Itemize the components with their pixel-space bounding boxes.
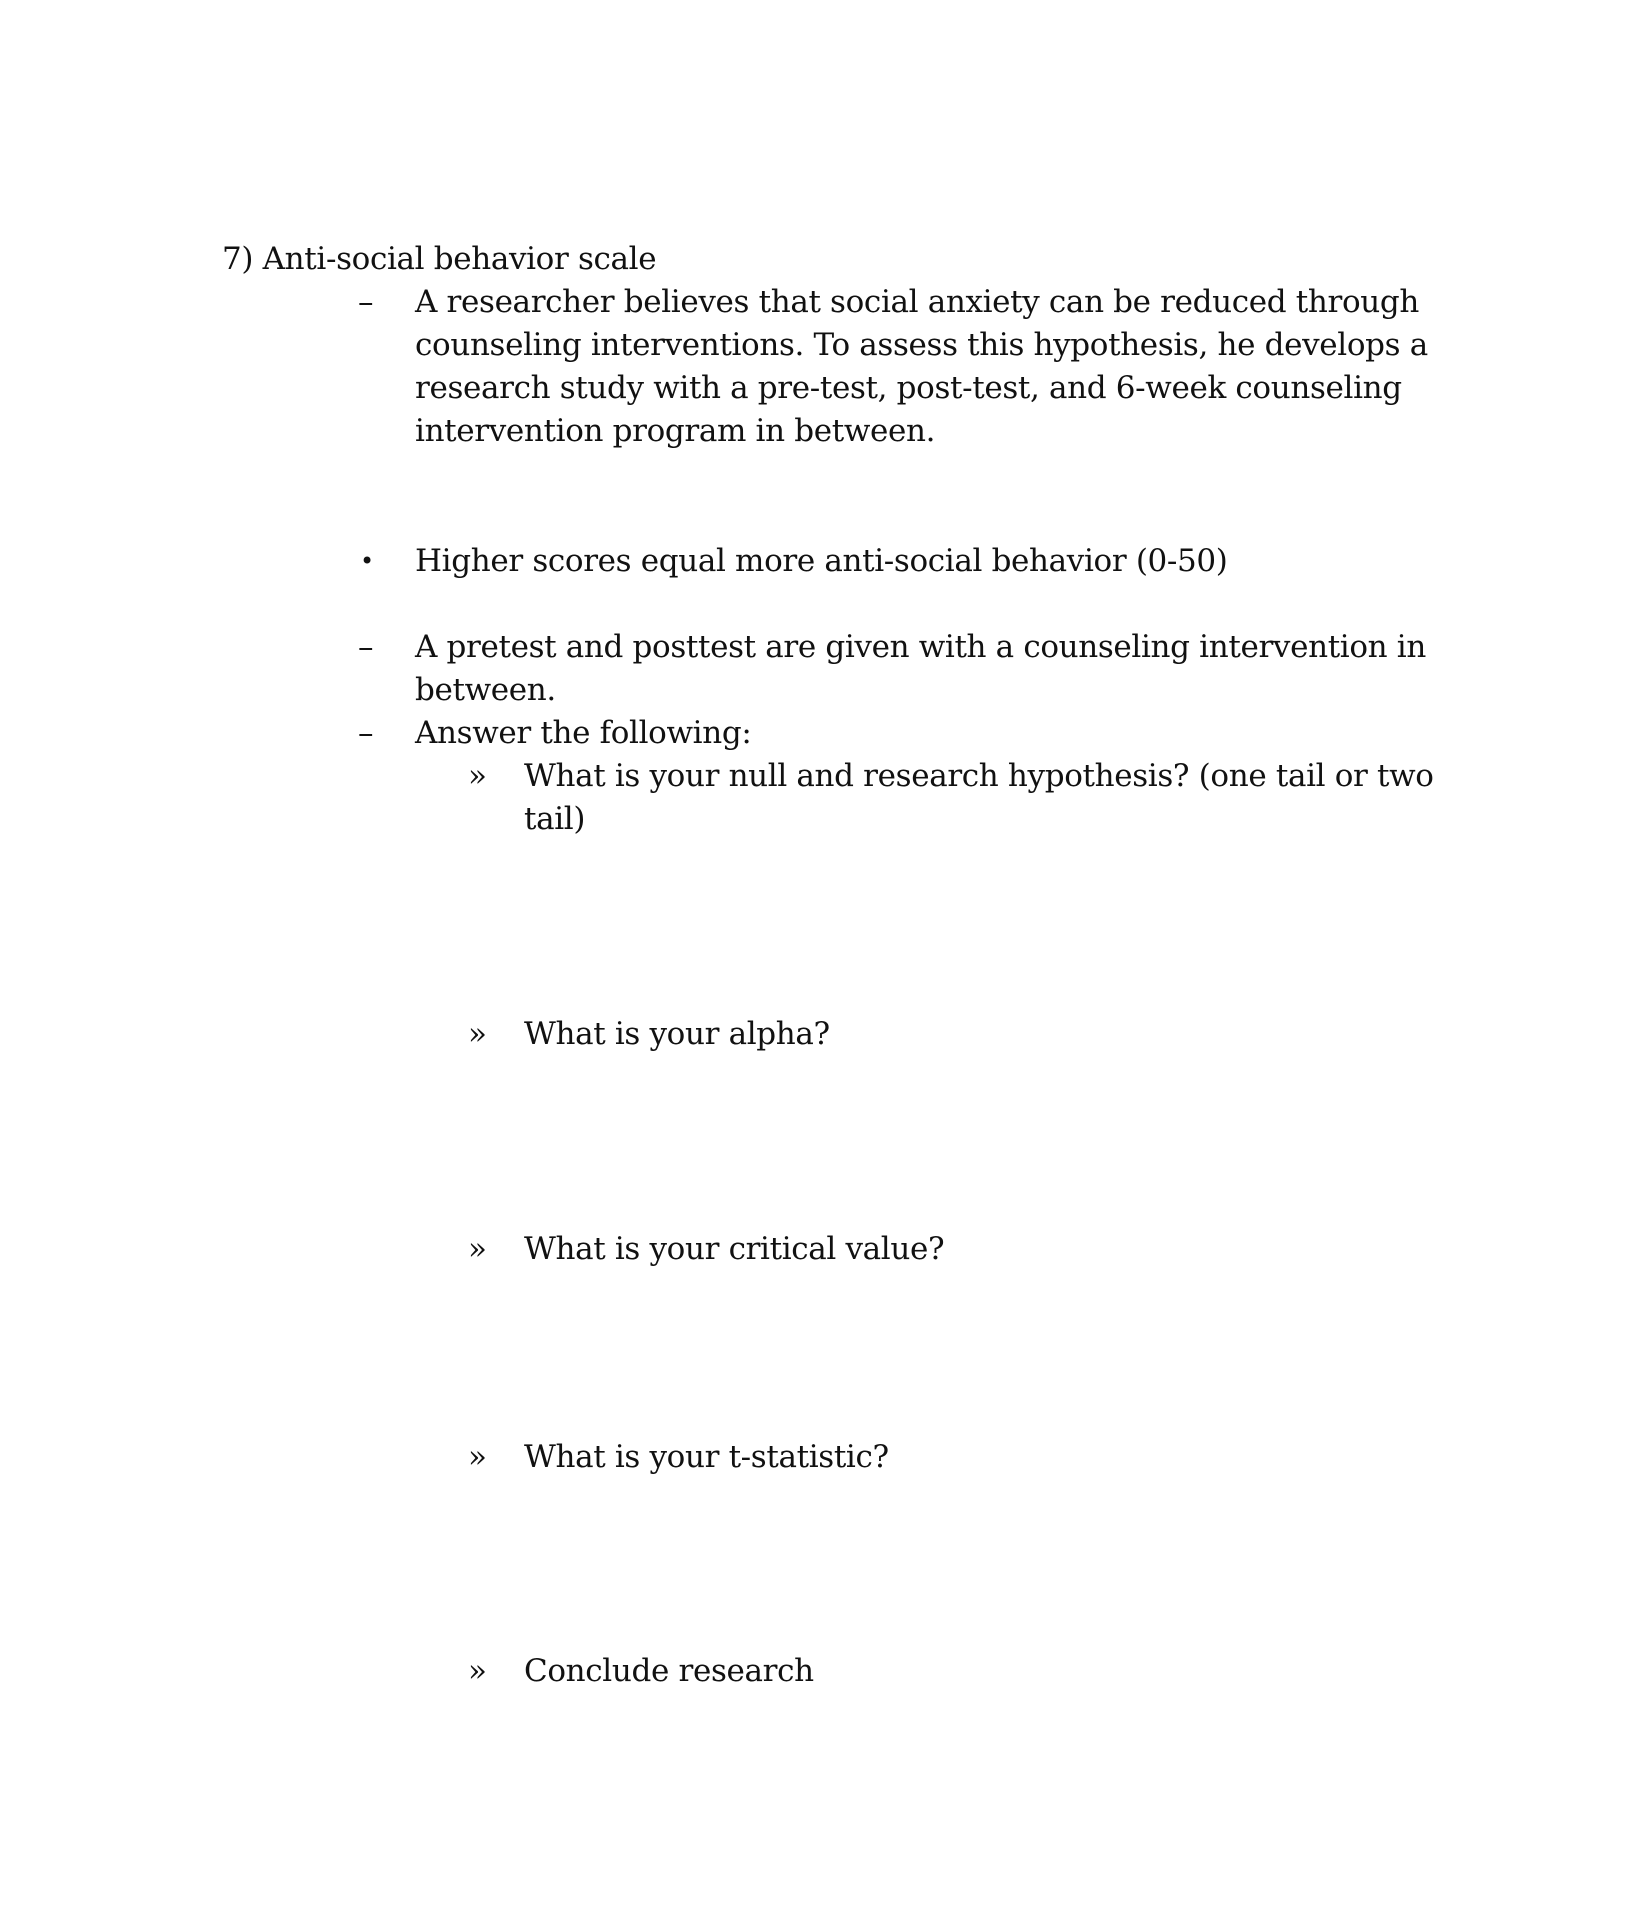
- scenario-line-4: intervention program in between.: [415, 413, 936, 449]
- scenario-line-1: A researcher believes that social anxiety can be reduced through: [415, 284, 1419, 320]
- answer-instruction: Answer the following:: [415, 715, 752, 751]
- chevron-marker: »: [468, 1653, 487, 1689]
- design-line-1: A pretest and posttest are given with a counseling intervention in: [415, 629, 1426, 665]
- question-alpha: What is your alpha?: [524, 1016, 830, 1052]
- chevron-marker: »: [468, 758, 487, 794]
- bullet-marker: •: [360, 547, 375, 575]
- chevron-marker: »: [468, 1439, 487, 1475]
- dash-marker: –: [358, 715, 374, 751]
- design-line-2: between.: [415, 672, 556, 708]
- scenario-line-3: research study with a pre-test, post-test, and 6-week counseling: [415, 370, 1402, 406]
- scenario-line-2: counseling interventions. To assess this hypothesis, he develops a: [415, 327, 1428, 363]
- question-hypothesis-line-2: tail): [524, 801, 586, 837]
- question-critical-value: What is your critical value?: [524, 1231, 945, 1267]
- dash-marker: –: [358, 629, 374, 665]
- question-t-statistic: What is your t-statistic?: [524, 1439, 889, 1475]
- question-hypothesis-line-1: What is your null and research hypothesis? (one tail or two: [524, 758, 1434, 794]
- chevron-marker: »: [468, 1016, 487, 1052]
- chevron-marker: »: [468, 1231, 487, 1267]
- question-heading: 7) Anti-social behavior scale: [222, 241, 657, 277]
- scale-description: Higher scores equal more anti-social behavior (0-50): [415, 543, 1228, 579]
- dash-marker: –: [358, 284, 374, 320]
- question-conclude: Conclude research: [524, 1653, 814, 1689]
